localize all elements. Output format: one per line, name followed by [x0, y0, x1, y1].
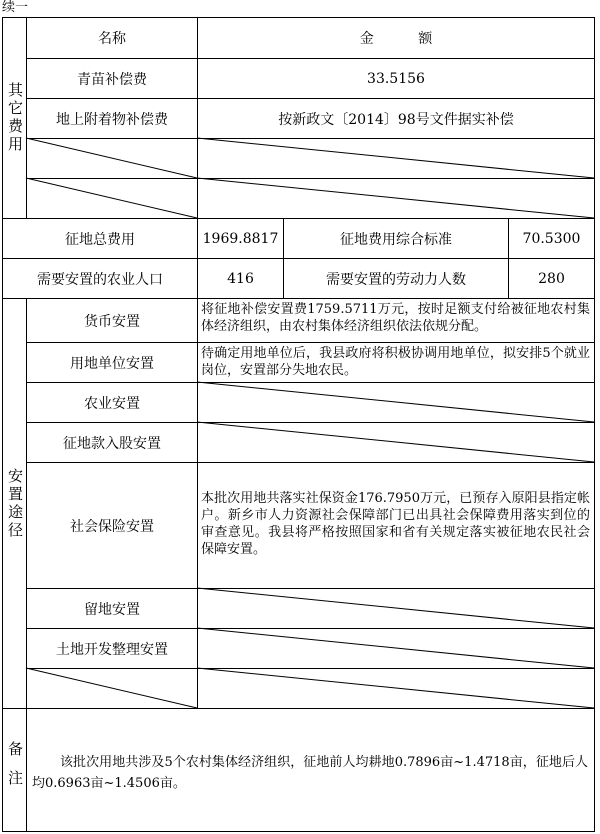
fee-value-seedling: 33.5156 [367, 70, 425, 87]
resettle-name-social-insurance: 社会保险安置 [70, 518, 154, 535]
resettle-name-agriculture: 农业安置 [84, 395, 140, 412]
fee-value-attachments: 按新政文〔2014〕98号文件据实补偿 [278, 111, 514, 128]
resettle-name-reserved-land: 留地安置 [84, 601, 140, 618]
resettle-name-monetary: 货币安置 [84, 313, 140, 330]
side-label-resettlement [3, 299, 26, 708]
side-label-other-fees [3, 18, 26, 218]
farm-population-value: 416 [227, 270, 254, 287]
vertical-label: 安置途径 [6, 467, 24, 540]
labor-label: 需要安置的劳动力人数 [326, 271, 466, 288]
remarks-text: 该批次用地共涉及5个农村集体经济组织，征地前人均耕地0.7896亩~1.4718亩，征地后人均0.6963亩~1.4506亩。 [32, 755, 588, 791]
resettle-name-employer: 用地单位安置 [70, 355, 154, 372]
col-header-amount: 金 额 [359, 31, 433, 47]
resettle-name-land-development: 土地开发整理安置 [56, 641, 168, 658]
standard-value: 70.5300 [522, 230, 581, 247]
col-header-name: 名称 [98, 31, 126, 47]
total-fee-value: 1969.8817 [202, 230, 279, 247]
labor-value: 280 [538, 270, 565, 287]
fee-name-attachments: 地上附着物补偿费 [56, 111, 168, 128]
side-label-remarks [3, 709, 26, 831]
page-header: 续一 [2, 0, 29, 15]
resettle-text-monetary: 将征地补偿安置费1759.5711万元，按时足额支付给被征地农村集体经济组织，由农村集体经济组织依法依规分配。 [201, 302, 590, 334]
resettle-name-equity: 征地款入股安置 [63, 435, 161, 452]
fee-name-seedling: 青苗补偿费 [77, 71, 147, 88]
standard-label: 征地费用综合标准 [340, 231, 452, 248]
total-fee-label: 征地总费用 [65, 231, 135, 248]
vertical-label: 其它费用 [6, 82, 24, 154]
resettle-text-employer: 待确定用地单位后，我县政府将积极协调用地单位，拟安排5个就业岗位，安置部分失地农民。 [201, 346, 590, 378]
farm-population-label: 需要安置的农业人口 [37, 271, 163, 288]
resettle-text-social-insurance: 本批次用地共落实社保资金176.7950万元，已预存入原阳县指定帐户。新乡市人力资源社会保障部门已出具社会保障费用落实到位的审查意见。我县将严格按照国家和省有关规定落实被征地农民社会保障安置。 [201, 491, 590, 557]
vertical-label: 备注 [6, 741, 24, 799]
